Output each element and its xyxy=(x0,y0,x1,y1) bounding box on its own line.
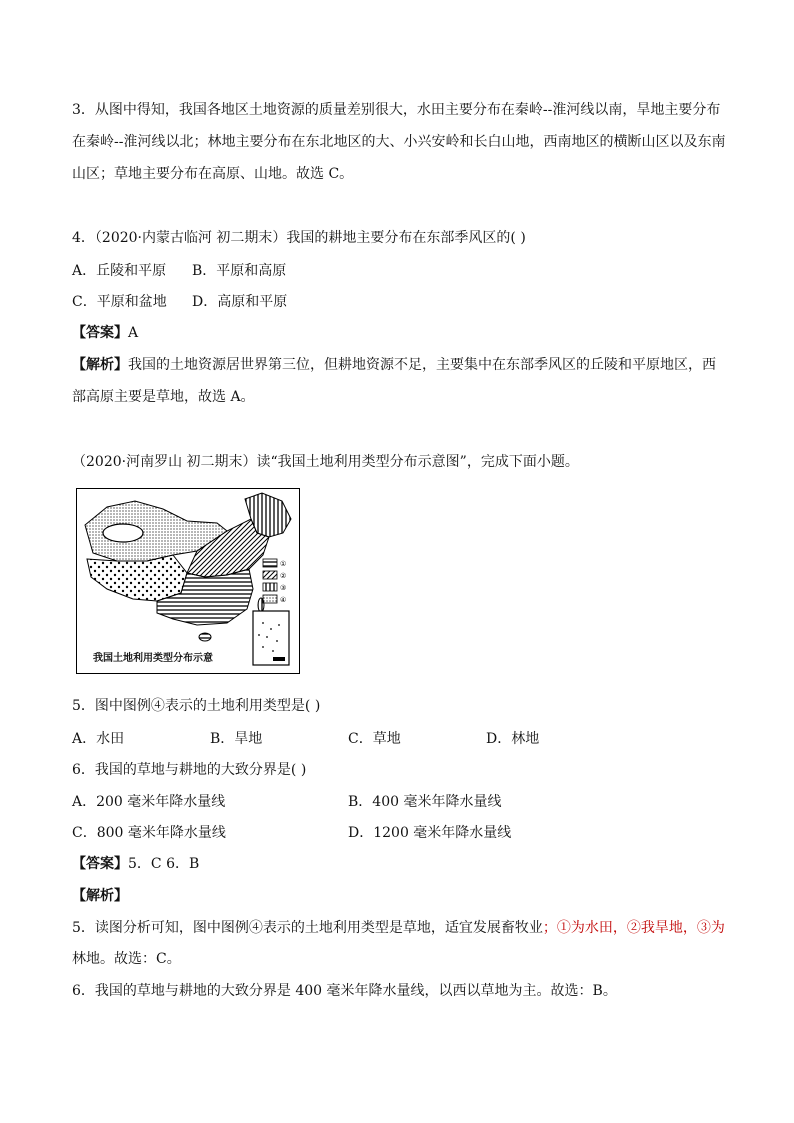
group-analysis-tag: 【解析】 xyxy=(72,888,128,904)
region-desert-basin xyxy=(103,524,143,542)
legend-swatch-3 xyxy=(263,583,277,591)
q5-option-a: A．水田 xyxy=(72,731,125,747)
q6-stem: 6．我国的草地与耕地的大致分界是( ) xyxy=(72,762,307,778)
q5-analysis-line2: 林地。故选：C。 xyxy=(72,951,181,967)
answer-tag: 【答案】 xyxy=(72,325,128,341)
group-intro: （2020·河南罗山 初二期末）读“我国土地利用类型分布示意图”，完成下面小题。 xyxy=(72,454,579,470)
legend-label-3: ③ xyxy=(280,584,287,592)
legend-label-4: ④ xyxy=(280,596,287,604)
legend-label-1: ① xyxy=(280,560,287,568)
q6-option-b: B．400 毫米年降水量线 xyxy=(348,794,502,810)
answer-tag: 【答案】 xyxy=(72,856,128,872)
map-caption: 我国土地利用类型分布示意 xyxy=(93,653,213,664)
q5-analysis-line1 xyxy=(72,918,725,938)
region-hainan xyxy=(199,633,211,641)
analysis-text: 我国的土地资源居世界第三位，但耕地资源不足，主要集中在东部季风区的丘陵和平原地区，西 xyxy=(128,357,716,373)
q4-option-a: A．丘陵和平原 xyxy=(72,263,167,279)
q4-answer xyxy=(72,323,138,343)
group-answer xyxy=(72,854,199,874)
q6-option-d: D．1200 毫米年降水量线 xyxy=(348,825,512,841)
region-plateau-grassland xyxy=(87,555,187,601)
q5-analysis-text: 5．读图分析可知，图中图例④表示的土地利用类型是草地，适宜发展畜牧业 xyxy=(72,920,543,936)
q6-option-a: A．200 毫米年降水量线 xyxy=(72,794,226,810)
analysis-tag: 【解析】 xyxy=(72,357,128,373)
q4-stem: 4．（2020·内蒙古临河 初二期末）我国的耕地主要分布在东部季风区的( ) xyxy=(72,230,526,246)
legend-swatch-4 xyxy=(263,595,277,603)
south-china-sea-inset xyxy=(253,611,289,665)
map-legend xyxy=(263,559,286,604)
land-use-map-svg xyxy=(77,489,299,673)
q3-explanation-line1: 3．从图中得知，我国各地区土地资源的质量差别很大，水田主要分布在秦岭--淮河线以南，旱地主要分布 xyxy=(72,102,721,118)
q5-analysis-red-text: ；①为水田，②我旱地，③为 xyxy=(542,920,725,936)
q5-stem: 5．图中图例④表示的土地利用类型是( ) xyxy=(72,698,321,714)
q5-option-b: B．旱地 xyxy=(210,731,263,747)
legend-swatch-1 xyxy=(263,559,277,567)
q4-option-b: B．平原和高原 xyxy=(192,263,287,279)
legend-label-2: ② xyxy=(280,572,287,580)
q4-analysis-line2: 部高原主要是草地，故选 A。 xyxy=(72,389,255,405)
land-use-map-figure xyxy=(76,488,300,674)
legend-swatch-2 xyxy=(263,571,277,579)
q3-explanation-line2: 在秦岭--淮河线以北；林地主要分布在东北地区的大、小兴安岭和长白山地，西南地区的横断山区以及东南 xyxy=(72,134,726,150)
q3-explanation-line3: 山区；草地主要分布在高原、山地。故选 C。 xyxy=(72,166,354,182)
answer-value: A xyxy=(128,325,139,341)
q4-option-d: D．高原和平原 xyxy=(192,294,288,310)
q5-option-c: C．草地 xyxy=(348,731,401,747)
q4-option-c: C．平原和盆地 xyxy=(72,294,167,310)
q6-option-c: C．800 毫米年降水量线 xyxy=(72,825,226,841)
q6-analysis-line: 6．我国的草地与耕地的大致分界是 400 毫米年降水量线，以西以草地为主。故选：B。 xyxy=(72,983,617,999)
q4-analysis-line1 xyxy=(72,355,716,375)
q5-option-d: D．林地 xyxy=(486,731,540,747)
answer-value: 5．C 6．B xyxy=(128,856,200,872)
